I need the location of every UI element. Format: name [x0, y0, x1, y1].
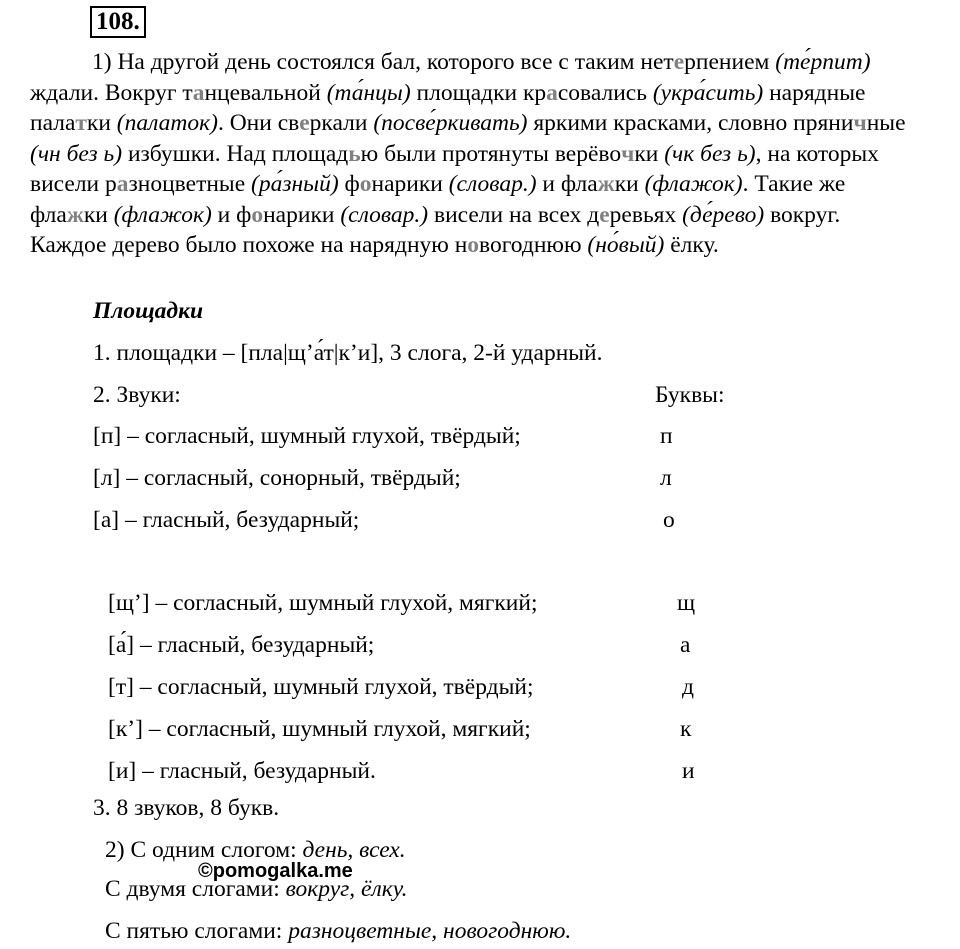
highlighted-letter: е: [299, 110, 310, 136]
text-segment: ждали. Вокруг т: [30, 79, 193, 106]
letter-value: л: [660, 465, 672, 491]
text-segment: вогоднюю: [479, 232, 588, 258]
letter-value: а: [680, 632, 691, 658]
exercise-number: 108.: [90, 6, 146, 38]
syllables-two: С двумя слогами: вокруг, ёлку.: [105, 876, 408, 902]
check-word: (те́рпит): [775, 49, 871, 75]
highlighted-letter: ч: [621, 140, 635, 167]
text-segment: ки: [86, 110, 117, 136]
text-segment: нарики: [263, 201, 341, 228]
syllables-one: 2) С одним слогом: день, всех.: [105, 837, 406, 863]
sound-description: [л] – согласный, сонорный, твёрдый;: [93, 465, 461, 491]
text-segment: избушки. Над площад: [122, 140, 349, 167]
check-word: (чн без ь): [30, 140, 123, 167]
highlighted-letter: а: [546, 79, 558, 106]
check-word: (словар.): [448, 171, 537, 197]
highlighted-letter: ь: [348, 140, 361, 167]
check-word: (укра́сить): [652, 79, 764, 106]
text-segment: 1) На другой день состоялся бал, которого все с таким нет: [92, 49, 674, 75]
word-title: Площадки: [93, 298, 204, 324]
text-segment: нарядные пала: [30, 79, 866, 136]
letter-value: щ: [677, 590, 696, 616]
highlighted-letter: ж: [66, 201, 84, 228]
text-segment: . Они св: [217, 110, 300, 136]
text-segment: вокруг. Каждое дерево было похоже на нарядную н: [30, 201, 841, 258]
text-segment: и ф: [211, 201, 252, 228]
highlighted-letter: а: [116, 171, 129, 197]
exercise-text: [30, 47, 910, 261]
sound-description: [а] – гласный, безударный;: [93, 507, 360, 533]
text-segment: ки: [83, 201, 114, 228]
sound-description: [щ’] – согласный, шумный глухой, мягкий;: [108, 590, 538, 616]
sounds-header: 2. Звуки:: [93, 382, 181, 408]
text-segment: ф: [338, 171, 360, 197]
check-word: (но́вый): [587, 232, 665, 258]
text-segment: ки: [634, 140, 665, 167]
text-segment: площадки кр: [410, 79, 547, 106]
text-segment: совались: [557, 79, 653, 106]
sound-description: [к’] – согласный, шумный глухой, мягкий;: [108, 716, 531, 742]
text-segment: , на которых висели р: [30, 140, 879, 197]
highlighted-letter: е: [599, 201, 610, 228]
watermark: ©pomogalka.me: [198, 860, 353, 882]
highlighted-letter: е: [673, 49, 685, 75]
text-segment: ркали: [309, 110, 374, 136]
highlighted-letter: ч: [853, 110, 867, 136]
highlighted-letter: о: [467, 232, 480, 258]
text-segment: ёлку.: [664, 232, 719, 258]
text-segment: . Такие же фла: [30, 171, 846, 228]
check-word: (та́нцы): [326, 79, 411, 106]
text-segment: ки: [614, 171, 645, 197]
letter-value: и: [682, 758, 695, 784]
check-word: (палаток): [116, 110, 218, 136]
text-segment: ные: [866, 110, 906, 136]
transcription-line: 1. площадки – [пла|щ’а́т|к’и], 3 слога, 2-й ударный.: [93, 340, 603, 366]
check-word: (де́рево): [682, 201, 765, 228]
check-word: (ра́зный): [251, 171, 339, 197]
count-line: 3. 8 звуков, 8 букв.: [93, 795, 280, 821]
text-segment: нарики: [371, 171, 449, 197]
text-segment: яркими красками, словно пряни: [527, 110, 854, 136]
check-word: (посве́ркивать): [373, 110, 528, 136]
sound-description: [а́] – гласный, безударный;: [108, 632, 375, 658]
text-segment: ревьях: [609, 201, 683, 228]
highlighted-letter: о: [251, 201, 264, 228]
letter-value: д: [682, 674, 694, 700]
letters-header: Буквы:: [655, 382, 725, 408]
check-word: (словар.): [340, 201, 429, 228]
highlighted-letter: о: [359, 171, 372, 197]
text-segment: зноцветные: [128, 171, 252, 197]
sound-description: [т] – согласный, шумный глухой, твёрдый;: [108, 674, 534, 700]
check-word: (чк без ь): [664, 140, 756, 167]
check-word: (флажок): [644, 171, 743, 197]
highlighted-letter: ж: [597, 171, 615, 197]
highlighted-letter: а: [192, 79, 205, 106]
letter-value: п: [660, 423, 673, 449]
check-word: (флажок): [113, 201, 212, 228]
text-segment: ю были протянуты верёво: [360, 140, 622, 167]
text-segment: нцевальной: [204, 79, 327, 106]
text-segment: и фла: [536, 171, 598, 197]
letter-value: к: [680, 716, 692, 742]
text-segment: висели на всех д: [428, 201, 600, 228]
sound-description: [п] – согласный, шумный глухой, твёрдый;: [93, 423, 521, 449]
text-segment: рпением: [684, 49, 776, 75]
sound-description: [и] – гласный, безударный.: [108, 758, 376, 784]
syllables-five: С пятью слогами: разноцветные, новогоднюю.: [105, 918, 572, 944]
letter-value: о: [663, 507, 675, 533]
highlighted-letter: т: [75, 110, 87, 136]
